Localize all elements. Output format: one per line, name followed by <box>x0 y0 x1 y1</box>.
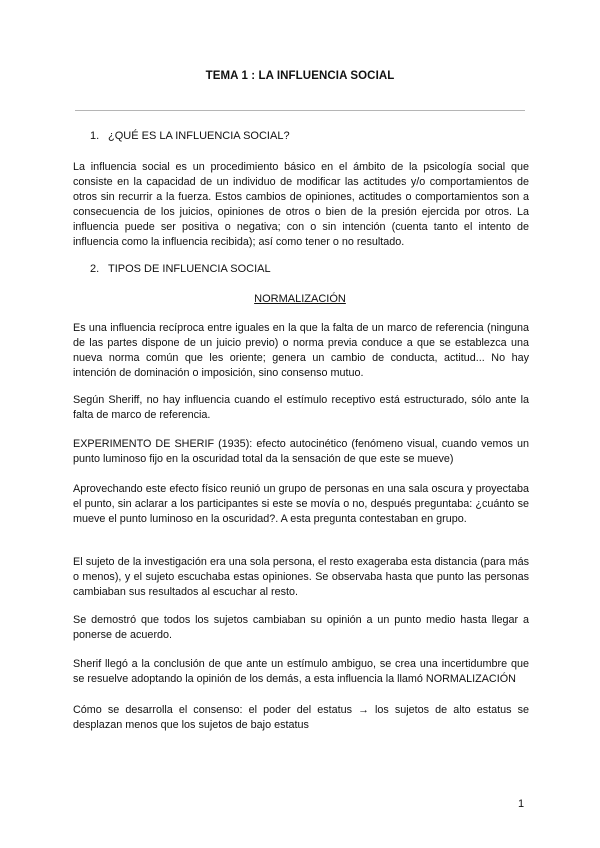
section-number: 1. <box>90 130 100 142</box>
document-title: TEMA 1 : LA INFLUENCIA SOCIAL <box>205 70 395 82</box>
section-heading-text: ¿QUÉ ES LA INFLUENCIA SOCIAL? <box>108 130 290 142</box>
page-number: 1 <box>518 798 525 810</box>
paragraph-procedure: Aprovechando este efecto físico reunió un grupo de personas en una sala oscura y proyectaba el punto, sin aclarar a los participantes si este se movía o no, después preguntaba: ¿cuánto se mueve el punto luminoso en la oscuridad?. A esta pregunta contestaban en grupo. <box>73 483 529 525</box>
paragraph-result: Se demostró que todos los sujetos cambiaban su opinión a un punto medio hasta llegar a ponerse de acuerdo. <box>73 614 529 641</box>
paragraph-definition: La influencia social es un procedimiento básico en el ámbito de la psicología social que consiste en la capacidad de un individuo de modificar las actitudes y/o comportamientos de otros sin recurrir a la fuerza. Estos cambios de opiniones, actitudes o comportamientos son a consecuencia de los juicios, opiniones de otros o bien de la presión ejercida por otros. La influencia puede ser positiva o negativa; con o sin intención (cuenta tanto el intento de influencia como la influencia recibida); así como tener o no resultado. <box>73 161 529 248</box>
paragraph-consensus: Cómo se desarrolla el consenso: el poder del estatus → los sujetos de alto estatus se desplazan menos que los sujetos de bajo estatus <box>73 704 529 731</box>
paragraph-experiment: EXPERIMENTO DE SHERIF (1935): efecto autocinético (fenómeno visual, cuando vemos un punto luminoso fijo en la oscuridad total da la sensación de que este se mueve) <box>73 438 529 465</box>
paragraph-normalizacion-definition: Es una influencia recíproca entre iguales en la que la falta de un marco de referencia (ninguna de las partes dispone de un juicio previo) o norma previa conduce a que se establezca una nueva norma común que les oriente; genera un cambio de conducta, actitud... No hay intención de dominación o imposición, sino consenso mutuo. <box>73 322 529 379</box>
section-number: 2. <box>90 263 100 275</box>
paragraph-subject: El sujeto de la investigación era una sola persona, el resto exageraba esta distancia (para más o menos), y el sujeto escuchaba estas opiniones. Se observaba hasta que punto las personas cambiaban sus resultados al escuchar al resto. <box>73 556 529 598</box>
horizontal-rule <box>75 110 525 111</box>
paragraph-sheriff: Según Sheriff, no hay influencia cuando el estímulo receptivo está estructurado, sólo ante la falta de marco de referencia. <box>73 394 529 421</box>
section-heading-text: TIPOS DE INFLUENCIA SOCIAL <box>108 263 271 275</box>
paragraph-conclusion: Sherif llegó a la conclusión de que ante un estímulo ambiguo, se crea una incertidumbre que se resuelve adoptando la opinión de los demás, a esta influencia la llamó NORMALIZACIÓN <box>73 658 529 685</box>
section-heading-1 <box>90 130 290 142</box>
subheading-normalizacion: NORMALIZACIÓN <box>254 293 346 305</box>
section-heading-2 <box>90 263 271 275</box>
